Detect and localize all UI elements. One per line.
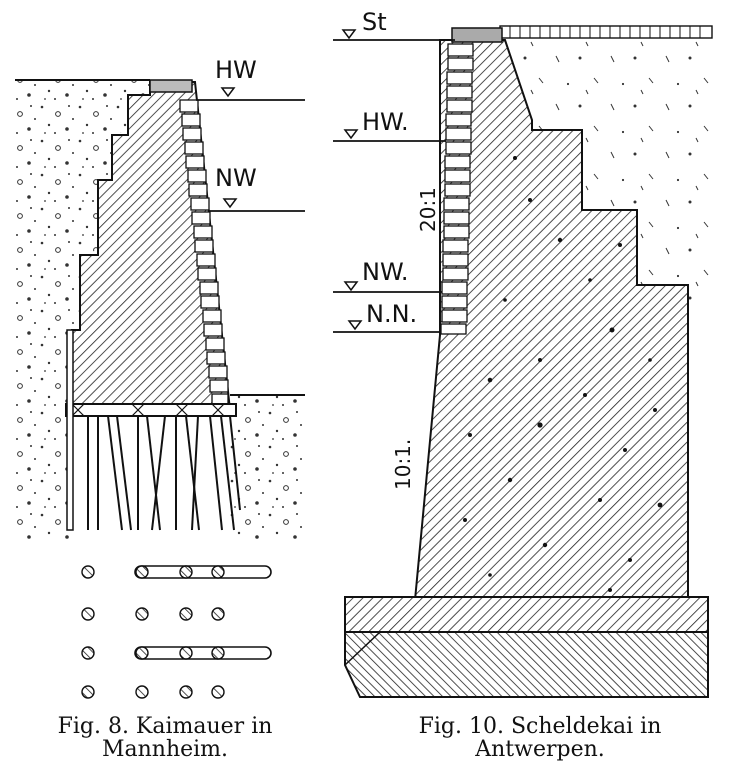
fig10-foundation-top [345, 597, 708, 632]
fig10-nw-label: NW. [362, 258, 409, 286]
fig8-hw-label: HW [215, 56, 257, 84]
fig8-grillage [66, 404, 236, 416]
fig8-soil-front [230, 395, 305, 540]
fig10-caption-line2: Antwerpen. [475, 737, 605, 762]
fig10-nn-label: N.N. [366, 300, 418, 328]
fig10-foundation-bottom [345, 632, 708, 697]
fig10-batter-lower: 10:1. [391, 438, 415, 490]
fig10-diagram [333, 8, 712, 697]
fig10-hw-label: HW. [362, 108, 409, 136]
fig8-sheet-pile [67, 330, 73, 530]
fig10-caption-line1: Fig. 10. Scheldekai in [418, 714, 662, 739]
fig8-pile-plan [82, 566, 271, 698]
fig8-caption-line2: Mannheim. [101, 737, 229, 762]
fig10-batter-upper: 20:1 [416, 187, 440, 232]
fig10-st-label: St [362, 8, 387, 36]
fig8-nw-label: NW [215, 164, 257, 192]
fig8-diagram [15, 56, 305, 698]
fig8-caption [20, 715, 310, 761]
fig8-coping [150, 80, 192, 92]
fig10-caption [360, 715, 720, 761]
fig10-coping [452, 28, 502, 42]
fig8-piles [88, 416, 240, 530]
fig8-caption-line1: Fig. 8. Kaimauer in [57, 714, 273, 739]
